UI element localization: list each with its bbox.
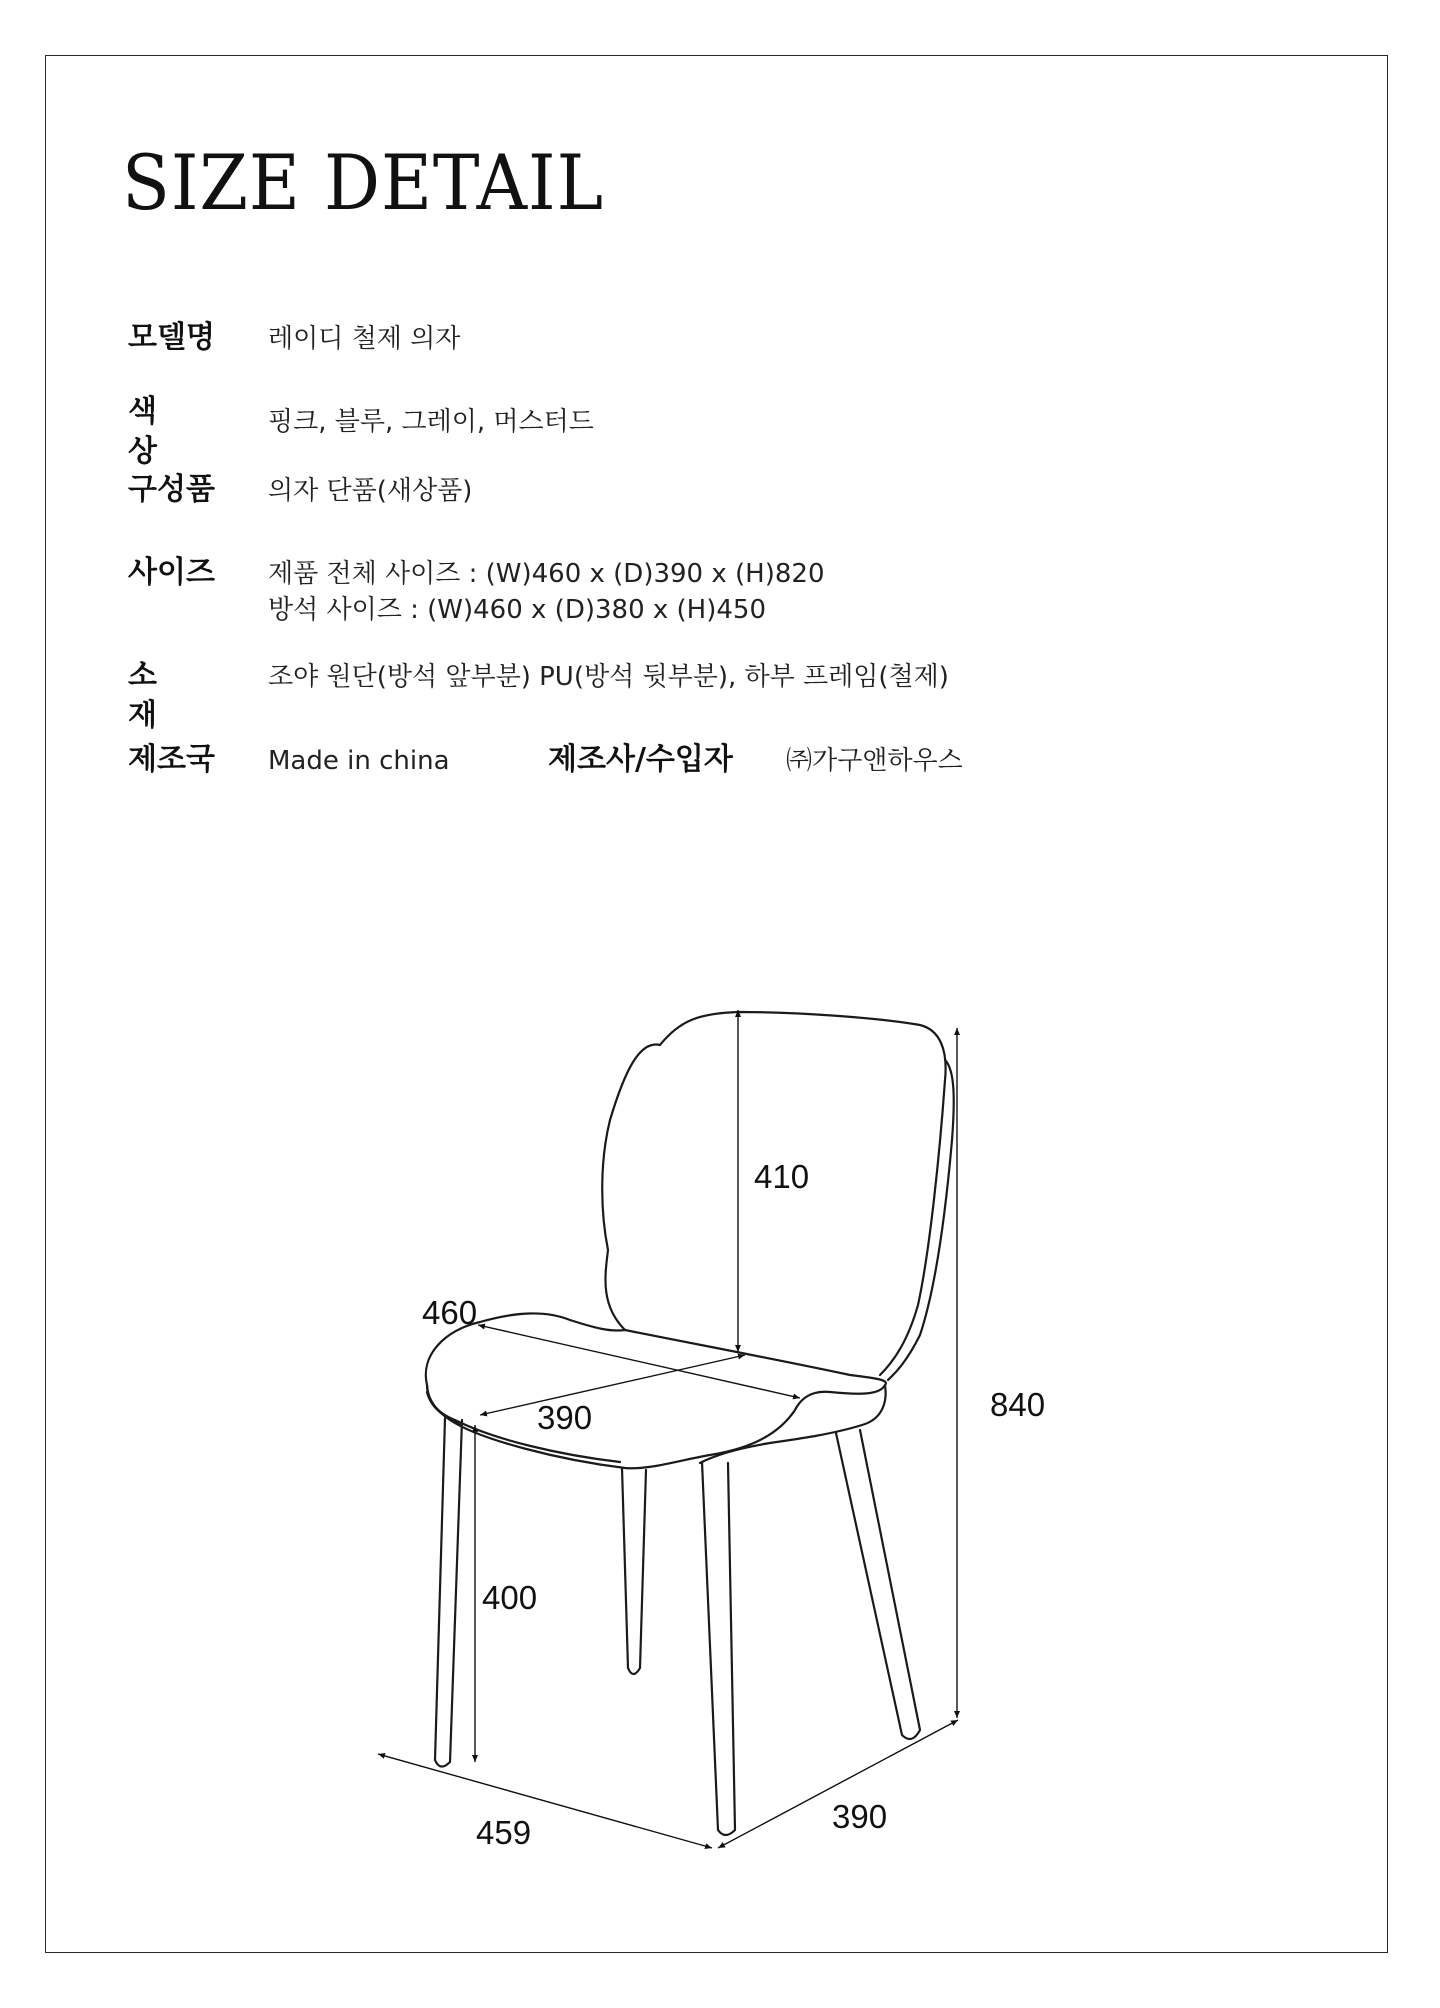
- dim-line-leg-width: [378, 1754, 712, 1848]
- origin-label: 제조국: [128, 742, 215, 777]
- seat-top: [426, 1313, 886, 1468]
- size-cushion: 방석 사이즈 : (W)460 x (D)380 x (H)450: [268, 595, 766, 625]
- dim-seat-width: 460: [422, 1294, 478, 1331]
- material-value: 조야 원단(방석 앞부분) PU(방석 뒷부분), 하부 프레임(철제): [268, 662, 949, 692]
- components-value: 의자 단품(새상품): [268, 476, 473, 506]
- components-label: 구성품: [128, 472, 215, 507]
- size-label: 사이즈: [128, 555, 215, 590]
- leg-back-left: [622, 1468, 646, 1674]
- color-value: 핑크, 블루, 그레이, 머스터드: [268, 407, 594, 437]
- origin-value: Made in china: [268, 746, 450, 776]
- dim-leg-depth: 390: [832, 1798, 888, 1835]
- page-title: SIZE DETAIL: [122, 138, 604, 227]
- leg-front-left: [435, 1418, 462, 1767]
- color-label: 색 상: [128, 394, 187, 469]
- dim-seat-height: 400: [482, 1579, 538, 1616]
- chair-outline: [426, 1012, 954, 1835]
- dim-seat-depth: 390: [537, 1399, 593, 1436]
- dim-leg-width: 459: [476, 1814, 532, 1851]
- leg-back-right: [836, 1430, 920, 1739]
- size-total: 제품 전체 사이즈 : (W)460 x (D)390 x (H)820: [268, 559, 825, 589]
- material-label: 소 재: [128, 658, 187, 733]
- dim-line-seat-depth: [480, 1355, 745, 1415]
- leg-front-right: [702, 1462, 735, 1835]
- model-value: 레이디 철제 의자: [268, 324, 461, 354]
- dim-backrest-height: 410: [754, 1158, 810, 1195]
- dim-total-height: 840: [990, 1386, 1046, 1423]
- model-label: 모델명: [128, 320, 215, 355]
- maker-label: 제조사/수입자: [548, 742, 733, 777]
- dim-line-seat-width: [478, 1325, 800, 1398]
- maker-value: ㈜가구앤하우스: [786, 746, 963, 776]
